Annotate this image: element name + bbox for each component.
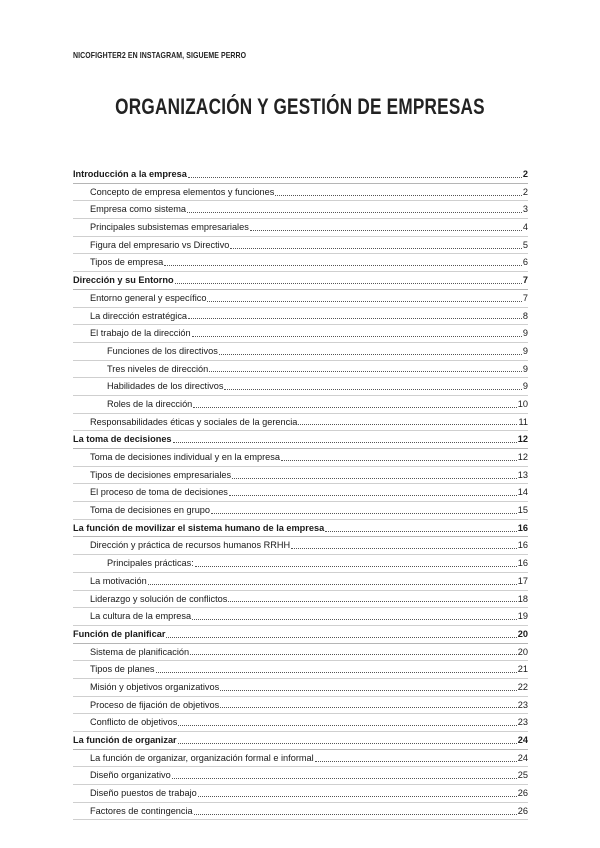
toc-page-number: 20 xyxy=(517,646,528,657)
toc-entry[interactable] xyxy=(73,414,528,432)
toc-entry-title: Proceso de fijación de objetivos xyxy=(90,699,220,710)
toc-entry-title: Dirección y práctica de recursos humanos RRHH xyxy=(90,540,291,551)
toc-dot-leader xyxy=(198,788,517,797)
toc-entry-title: Sistema de planificación xyxy=(90,646,190,657)
toc-entry[interactable] xyxy=(73,361,528,379)
document-title: ORGANIZACIÓN Y GESTIÓN DE EMPRESAS xyxy=(115,94,485,119)
toc-entry[interactable] xyxy=(73,449,528,467)
toc-page-number: 24 xyxy=(517,735,528,745)
toc-dot-leader xyxy=(156,664,517,673)
toc-page-number: 17 xyxy=(517,575,528,586)
toc-entry[interactable] xyxy=(73,573,528,591)
toc-entry-title: La función de movilizar el sistema humano de la empresa xyxy=(73,522,325,533)
toc-page-number: 19 xyxy=(517,611,528,622)
toc-dot-leader xyxy=(173,434,517,443)
toc-entry[interactable] xyxy=(73,644,528,662)
header-note: NICOFIGHTER2 EN INSTAGRAM, SIGUEME PERRO xyxy=(73,50,247,60)
toc-entry-title: La toma de decisiones xyxy=(73,434,172,445)
toc-entry-title: Tipos de planes xyxy=(90,664,155,675)
toc-entry[interactable] xyxy=(73,184,528,202)
toc-dot-leader xyxy=(298,416,517,425)
toc-page-number: 4 xyxy=(522,222,528,233)
toc-entry[interactable] xyxy=(73,714,528,732)
toc-entry-title: Toma de decisiones en grupo xyxy=(90,505,211,516)
toc-page-number: 12 xyxy=(517,434,528,445)
toc-page-number: 9 xyxy=(522,328,528,339)
toc-dot-leader xyxy=(172,770,517,779)
toc-dot-leader xyxy=(188,310,522,319)
toc-dot-leader xyxy=(230,240,521,249)
toc-dot-leader xyxy=(291,540,517,549)
toc-dot-leader xyxy=(219,346,522,355)
toc-page-number: 9 xyxy=(522,381,528,392)
toc-entry-title: La motivación xyxy=(90,575,147,586)
toc-dot-leader xyxy=(178,735,517,744)
toc-entry[interactable] xyxy=(73,290,528,308)
toc-entry-title: Funciones de los directivos xyxy=(107,345,218,356)
toc-page-number: 21 xyxy=(517,664,528,675)
toc-page-number: 2 xyxy=(522,186,528,197)
toc-entry[interactable] xyxy=(73,484,528,502)
toc-dot-leader xyxy=(228,593,516,602)
toc-dot-leader xyxy=(250,222,522,231)
toc-dot-leader xyxy=(187,204,522,213)
toc-dot-leader xyxy=(166,629,516,638)
toc-entry[interactable] xyxy=(73,661,528,679)
toc-entry[interactable] xyxy=(73,467,528,485)
toc-entry[interactable] xyxy=(73,254,528,272)
toc-entry-title: Función de planificar xyxy=(73,628,166,639)
toc-dot-leader xyxy=(207,293,521,302)
toc-entry[interactable] xyxy=(73,626,528,644)
toc-entry-title: Habilidades de los directivos xyxy=(107,381,224,392)
toc-page-number: 24 xyxy=(517,752,528,763)
toc-page-number: 15 xyxy=(517,505,528,516)
toc-dot-leader xyxy=(188,169,522,178)
toc-entry[interactable] xyxy=(73,785,528,803)
toc-dot-leader xyxy=(192,328,522,337)
toc-entry[interactable] xyxy=(73,803,528,821)
toc-page-number: 22 xyxy=(517,681,528,692)
toc-page-number: 16 xyxy=(517,558,528,569)
toc-dot-leader xyxy=(209,363,522,372)
toc-dot-leader xyxy=(164,257,522,266)
toc-entry-title: Roles de la dirección xyxy=(107,398,193,409)
toc-entry-title: Entorno general y específico xyxy=(90,292,207,303)
toc-dot-leader xyxy=(281,452,517,461)
toc-page-number: 11 xyxy=(518,416,528,427)
toc-entry[interactable] xyxy=(73,219,528,237)
toc-entry[interactable] xyxy=(73,750,528,768)
toc-entry-title: Principales subsistemas empresariales xyxy=(90,222,249,233)
toc-page-number: 16 xyxy=(517,540,528,551)
toc-page-number: 26 xyxy=(517,805,528,816)
toc-dot-leader xyxy=(275,187,522,196)
toc-entry[interactable] xyxy=(73,502,528,520)
toc-entry-title: El trabajo de la dirección xyxy=(90,328,191,339)
toc-dot-leader xyxy=(178,717,516,726)
toc-entry[interactable] xyxy=(73,308,528,326)
toc-dot-leader xyxy=(220,682,517,691)
toc-page-number: 5 xyxy=(522,239,528,250)
toc-entry-title: Conflicto de objetivos xyxy=(90,717,178,728)
toc-dot-leader xyxy=(193,399,516,408)
toc-page-number: 18 xyxy=(517,593,528,604)
toc-dot-leader xyxy=(229,487,517,496)
toc-page-number: 7 xyxy=(522,275,528,286)
toc-page-number: 14 xyxy=(517,487,528,498)
toc-entry-title: Toma de decisiones individual y en la empresa xyxy=(90,452,280,462)
toc-page-number: 23 xyxy=(517,699,528,710)
toc-entry-title: Liderazgo y solución de conflictos xyxy=(90,593,228,604)
toc-entry-title: La función de organizar, organización formal e informal xyxy=(90,752,314,763)
toc-dot-leader xyxy=(224,381,521,390)
toc-page-number: 9 xyxy=(522,363,528,374)
toc-entry-title: La función de organizar xyxy=(73,735,177,745)
toc-entry-title: Principales prácticas: xyxy=(107,558,194,569)
toc-entry[interactable] xyxy=(73,520,528,538)
toc-dot-leader xyxy=(232,470,517,479)
toc-dot-leader xyxy=(325,523,517,532)
toc-entry-title: Diseño organizativo xyxy=(90,770,171,781)
toc-entry[interactable] xyxy=(73,591,528,609)
toc-entry-title: Concepto de empresa elementos y funciones xyxy=(90,186,275,197)
toc-entry-title: Dirección y su Entorno xyxy=(73,275,174,286)
toc-entry[interactable] xyxy=(73,325,528,343)
toc-entry[interactable] xyxy=(73,767,528,785)
toc-dot-leader xyxy=(148,576,517,585)
toc-entry[interactable] xyxy=(73,732,528,750)
toc-entry-title: La cultura de la empresa xyxy=(90,611,192,622)
toc-page-number: 13 xyxy=(517,469,528,480)
toc-entry[interactable] xyxy=(73,272,528,290)
toc-page-number: 8 xyxy=(522,310,528,321)
toc-entry[interactable] xyxy=(73,608,528,626)
toc-entry-title: Figura del empresario vs Directivo xyxy=(90,239,230,250)
toc-dot-leader xyxy=(190,646,517,655)
toc-page-number: 20 xyxy=(517,628,528,639)
toc-dot-leader xyxy=(195,558,517,567)
table-of-contents xyxy=(73,166,528,820)
toc-page-number: 10 xyxy=(517,398,528,409)
toc-page-number: 6 xyxy=(522,257,528,268)
toc-entry-title: Factores de contingencia xyxy=(90,805,193,816)
toc-entry[interactable] xyxy=(73,431,528,449)
toc-entry-title: El proceso de toma de decisiones xyxy=(90,487,228,498)
toc-entry[interactable] xyxy=(73,201,528,219)
toc-page-number: 9 xyxy=(522,345,528,356)
toc-dot-leader xyxy=(194,806,517,815)
toc-entry[interactable] xyxy=(73,378,528,396)
toc-entry-title: La dirección estratégica xyxy=(90,310,188,321)
toc-page-number: 23 xyxy=(517,717,528,728)
toc-entry[interactable] xyxy=(73,555,528,573)
toc-page-number: 12 xyxy=(517,452,528,462)
toc-page-number: 3 xyxy=(522,204,528,215)
toc-entry-title: Tres niveles de dirección xyxy=(107,363,209,374)
toc-page-number: 25 xyxy=(517,770,528,781)
toc-page-number: 16 xyxy=(517,522,528,533)
toc-entry-title: Diseño puestos de trabajo xyxy=(90,788,197,799)
toc-entry[interactable] xyxy=(73,537,528,555)
toc-entry-title: Responsabilidades éticas y sociales de la gerencia xyxy=(90,416,298,427)
toc-entry-title: Misión y objetivos organizativos xyxy=(90,681,220,692)
toc-page-number: 7 xyxy=(522,292,528,303)
toc-page-number: 26 xyxy=(517,788,528,799)
toc-entry-title: Empresa como sistema xyxy=(90,204,186,215)
toc-entry-title: Introducción a la empresa xyxy=(73,169,187,179)
toc-entry[interactable] xyxy=(73,697,528,715)
toc-dot-leader xyxy=(192,611,517,620)
toc-entry[interactable] xyxy=(73,166,528,184)
toc-dot-leader xyxy=(315,753,517,762)
toc-page-number: 2 xyxy=(522,169,528,179)
toc-entry-title: Tipos de decisiones empresariales xyxy=(90,469,232,480)
toc-entry[interactable] xyxy=(73,237,528,255)
toc-entry[interactable] xyxy=(73,396,528,414)
toc-dot-leader xyxy=(211,505,517,514)
toc-entry-title: Tipos de empresa xyxy=(90,257,164,268)
toc-entry[interactable] xyxy=(73,343,528,361)
toc-dot-leader xyxy=(175,275,522,284)
toc-dot-leader xyxy=(220,699,517,708)
toc-entry[interactable] xyxy=(73,679,528,697)
